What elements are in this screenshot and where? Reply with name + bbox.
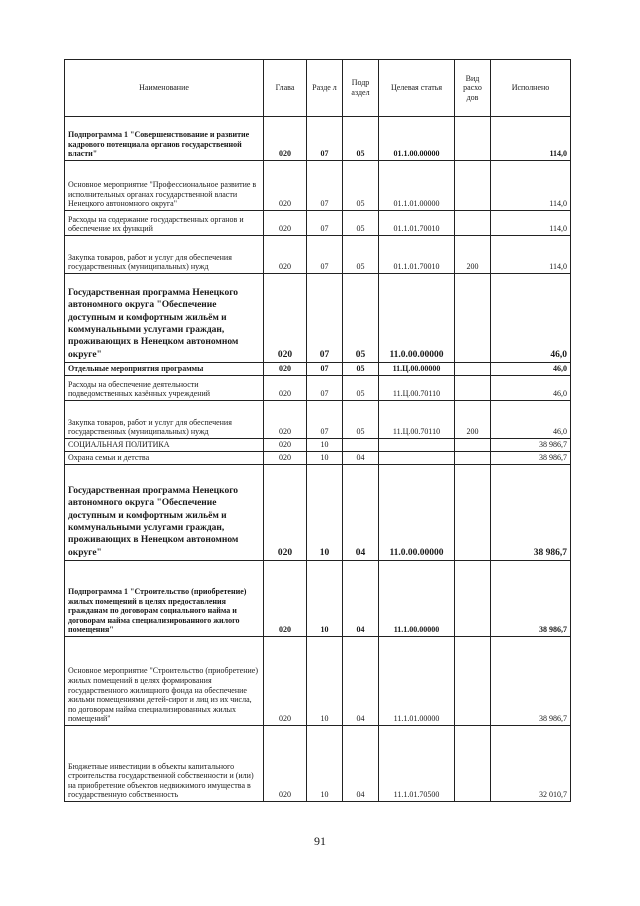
row-name: Основное мероприятие "Строительство (приобретение) жилых помещений в целях формирования государственного жилищного фонда на обеспечение жильми помещениями детей-сирот и лиц из их числа, по договорам найма специализированных жилых помещений": [65, 637, 264, 726]
row-razdel: 07: [307, 376, 343, 401]
row-vid: [455, 211, 491, 236]
page-number: 91: [314, 834, 326, 848]
row-target: 01.1.00.00000: [379, 117, 455, 161]
header-executed: Исполнено: [491, 60, 571, 117]
row-name: Охрана семьи и детства: [65, 452, 264, 465]
row-vid: [455, 439, 491, 452]
table-row: [65, 363, 571, 376]
header-glava: Глава: [264, 60, 307, 117]
row-executed: 46,0: [491, 376, 571, 401]
row-razdel: 07: [307, 401, 343, 439]
table-header-row: [65, 60, 571, 117]
row-executed: 38 986,7: [491, 561, 571, 637]
table-row: [65, 637, 571, 726]
row-glava: 020: [264, 274, 307, 363]
row-razdel: 10: [307, 726, 343, 802]
row-vid: 200: [455, 236, 491, 274]
header-podrazdel: Подр аздел: [343, 60, 379, 117]
row-razdel: 10: [307, 637, 343, 726]
row-glava: 020: [264, 561, 307, 637]
row-name: СОЦИАЛЬНАЯ ПОЛИТИКА: [65, 439, 264, 452]
table-row: [65, 726, 571, 802]
row-executed: 38 986,7: [491, 637, 571, 726]
row-podrazdel: 05: [343, 363, 379, 376]
row-glava: 020: [264, 161, 307, 211]
row-glava: 020: [264, 211, 307, 236]
row-target: 11.Ц.00.00000: [379, 363, 455, 376]
row-target: 01.1.01.70010: [379, 211, 455, 236]
row-executed: 46,0: [491, 274, 571, 363]
row-glava: 020: [264, 363, 307, 376]
row-executed: 32 010,7: [491, 726, 571, 802]
row-executed: 46,0: [491, 363, 571, 376]
header-vid: Вид расхо дов: [455, 60, 491, 117]
row-executed: 114,0: [491, 211, 571, 236]
row-vid: [455, 465, 491, 561]
row-glava: 020: [264, 637, 307, 726]
row-podrazdel: 05: [343, 274, 379, 363]
row-razdel: 07: [307, 117, 343, 161]
header-razdel: Разде л: [307, 60, 343, 117]
table-row: [65, 211, 571, 236]
table-row: [65, 439, 571, 452]
table-row: [65, 401, 571, 439]
row-glava: 020: [264, 726, 307, 802]
table-row: [65, 236, 571, 274]
row-razdel: 10: [307, 439, 343, 452]
row-name: Закупка товаров, работ и услуг для обеспечения государственных (муниципальных) нужд: [65, 401, 264, 439]
row-executed: 38 986,7: [491, 439, 571, 452]
row-vid: [455, 452, 491, 465]
row-vid: [455, 363, 491, 376]
row-executed: 38 986,7: [491, 452, 571, 465]
row-podrazdel: 05: [343, 401, 379, 439]
row-glava: 020: [264, 439, 307, 452]
row-name: Отдельные мероприятия программы: [65, 363, 264, 376]
row-podrazdel: 05: [343, 376, 379, 401]
table-row: [65, 452, 571, 465]
row-executed: 114,0: [491, 236, 571, 274]
row-razdel: 10: [307, 561, 343, 637]
row-vid: [455, 637, 491, 726]
row-name: Подпрограмма 1 "Строительство (приобретение) жилых помещений в целях предоставления гражданам по договорам социального найма и договорам найма специализированного жилого помещения": [65, 561, 264, 637]
row-podrazdel: 04: [343, 726, 379, 802]
row-name: Государственная программа Ненецкого автономного округа "Обеспечение доступным и комфортным жильём и коммунальными услугами граждан, проживающих в Ненецком автономном округе": [65, 274, 264, 363]
row-podrazdel: 05: [343, 117, 379, 161]
table-row: [65, 465, 571, 561]
row-razdel: 10: [307, 452, 343, 465]
row-target: 11.1.01.00000: [379, 637, 455, 726]
row-razdel: 07: [307, 161, 343, 211]
table-row: [65, 561, 571, 637]
row-name: Расходы на содержание государственных органов и обеспечение их функций: [65, 211, 264, 236]
table-row: [65, 117, 571, 161]
row-razdel: 07: [307, 274, 343, 363]
row-name: Подпрограмма 1 "Совершенствование и развитие кадрового потенциала органов государственной власти": [65, 117, 264, 161]
table-row: [65, 376, 571, 401]
row-glava: 020: [264, 236, 307, 274]
row-target: [379, 452, 455, 465]
row-name: Закупка товаров, работ и услуг для обеспечения государственных (муниципальных) нужд: [65, 236, 264, 274]
row-vid: [455, 274, 491, 363]
row-glava: 020: [264, 401, 307, 439]
row-podrazdel: 04: [343, 637, 379, 726]
row-razdel: 10: [307, 465, 343, 561]
row-name: Основное мероприятие "Профессиональное развитие в исполнительных органах государственной власти Ненецкого автономного округа": [65, 161, 264, 211]
row-target: 01.1.01.00000: [379, 161, 455, 211]
row-podrazdel: 04: [343, 465, 379, 561]
row-podrazdel: [343, 439, 379, 452]
row-name: Государственная программа Ненецкого автономного округа "Обеспечение доступным и комфортным жильём и коммунальными услугами граждан, проживающих в Ненецком автономном округе": [65, 465, 264, 561]
row-target: [379, 439, 455, 452]
row-vid: [455, 117, 491, 161]
row-name: Бюджетные инвестиции в объекты капитального строительства государственной собственности и (или) на приобретение объектов недвижимого имущества в государственную собственность: [65, 726, 264, 802]
row-razdel: 07: [307, 363, 343, 376]
header-name: Наименование: [65, 60, 264, 117]
row-glava: 020: [264, 117, 307, 161]
row-vid: [455, 161, 491, 211]
row-podrazdel: 04: [343, 561, 379, 637]
row-executed: 114,0: [491, 161, 571, 211]
row-vid: [455, 561, 491, 637]
row-podrazdel: 04: [343, 452, 379, 465]
row-vid: [455, 376, 491, 401]
row-target: 11.Ц.00.70110: [379, 376, 455, 401]
row-podrazdel: 05: [343, 211, 379, 236]
row-target: 11.0.00.00000: [379, 465, 455, 561]
table-row: [65, 274, 571, 363]
table-row: [65, 161, 571, 211]
row-vid: 200: [455, 401, 491, 439]
row-name: Расходы на обеспечение деятельности подведомственных казённых учреждений: [65, 376, 264, 401]
row-target: 11.Ц.00.70110: [379, 401, 455, 439]
header-target: Целевая статья: [379, 60, 455, 117]
row-razdel: 07: [307, 211, 343, 236]
row-podrazdel: 05: [343, 236, 379, 274]
row-vid: [455, 726, 491, 802]
row-executed: 38 986,7: [491, 465, 571, 561]
row-razdel: 07: [307, 236, 343, 274]
row-glava: 020: [264, 452, 307, 465]
row-executed: 46,0: [491, 401, 571, 439]
budget-table: [64, 59, 571, 802]
row-glava: 020: [264, 465, 307, 561]
row-executed: 114,0: [491, 117, 571, 161]
row-glava: 020: [264, 376, 307, 401]
row-podrazdel: 05: [343, 161, 379, 211]
row-target: 11.0.00.00000: [379, 274, 455, 363]
row-target: 11.1.01.70500: [379, 726, 455, 802]
row-target: 11.1.00.00000: [379, 561, 455, 637]
row-target: 01.1.01.70010: [379, 236, 455, 274]
